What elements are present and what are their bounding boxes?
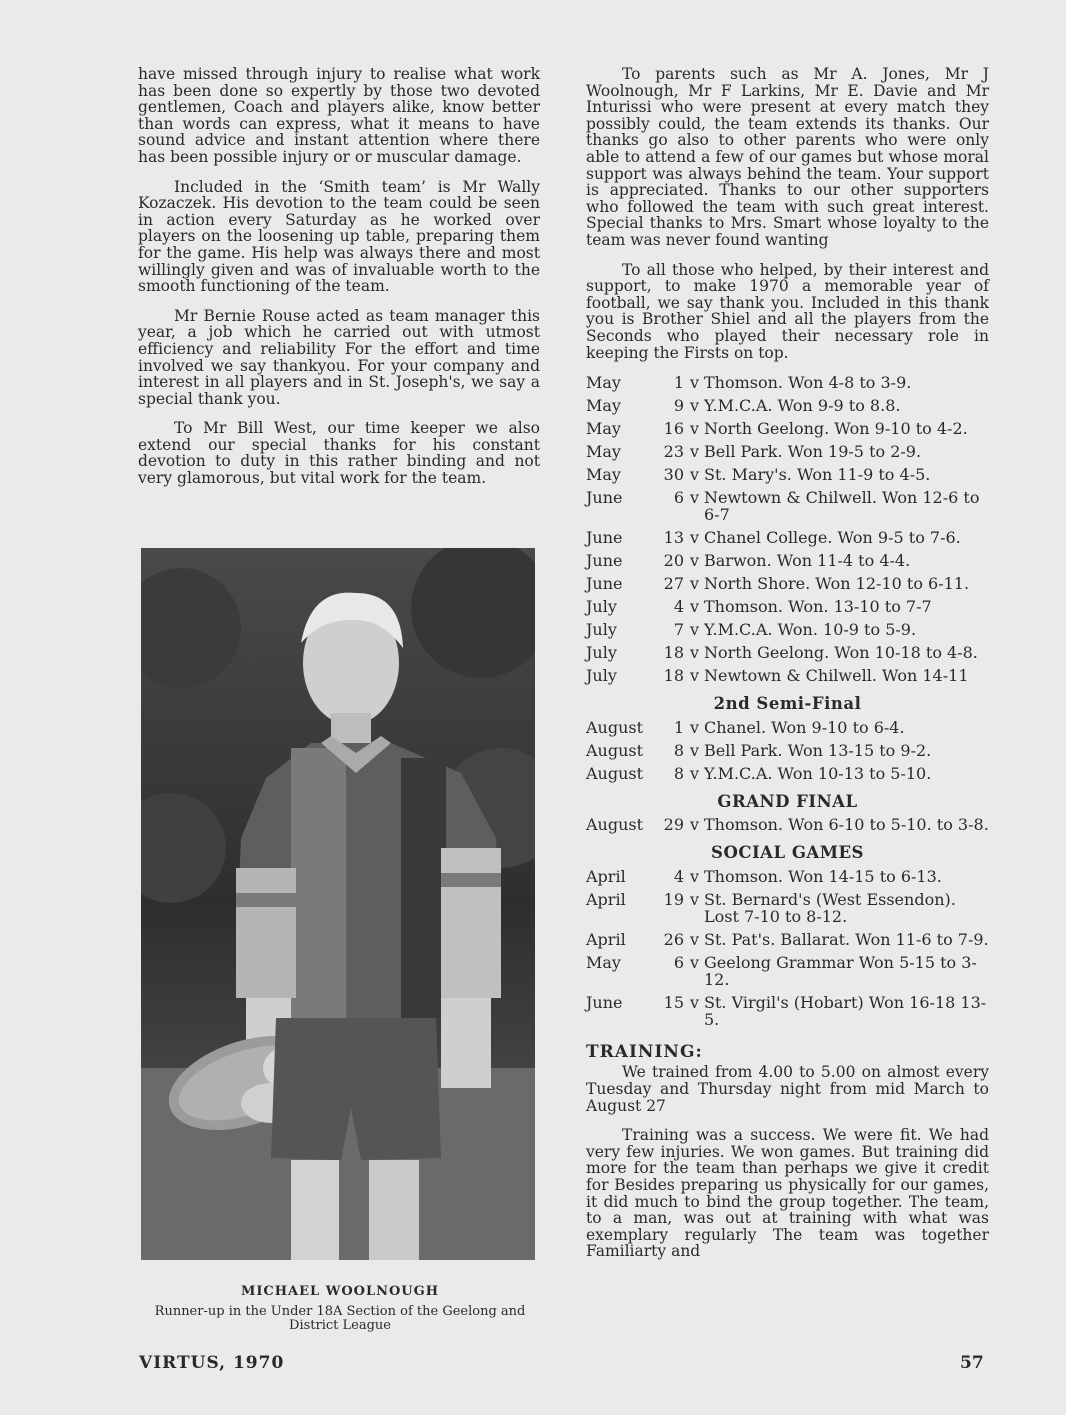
left-column [138,66,540,500]
result-versus: v [690,419,700,439]
result-month: June [586,551,623,571]
result-row [586,994,989,1034]
result-description: Y.M.C.A. Won 9-9 to 8.8. [704,396,901,416]
paragraph: Included in the ‘Smith team’ is Mr Wally Kozaczek. His devotion to the team could be seen in action every Saturday as he worked over players on the loosening up table, preparing them for the game. His help was always there and most willingly given and was of invaluable worth to the smooth functioning of the team. [138,177,540,296]
result-versus: v [690,620,700,640]
result-row [586,397,989,420]
grand-final-heading: GRAND FINAL [717,791,858,811]
result-description: Geelong Grammar Won 5-15 to 3-12. [704,952,977,989]
result-month: June [586,992,623,1012]
result-day: 1 [673,717,684,737]
result-versus: v [690,597,700,617]
result-versus: v [690,551,700,571]
result-day: 1 [673,373,684,393]
result-versus: v [690,929,700,949]
result-month: August [586,815,644,835]
result-month: April [586,866,626,886]
result-month: June [586,574,623,594]
result-versus: v [690,465,700,485]
result-day: 23 [663,442,684,462]
player-photo-image [141,548,535,1260]
result-description: North Geelong. Won 9-10 to 4-2. [704,419,968,439]
result-description: St. Pat's. Ballarat. Won 11-6 to 7-9. [704,929,989,949]
result-description: Y.M.C.A. Won 10-13 to 5-10. [704,763,932,783]
result-versus: v [690,740,700,760]
result-versus: v [690,815,700,835]
result-day: 4 [673,597,684,617]
result-day: 7 [673,620,684,640]
result-description: St. Virgil's (Hobart) Won 16-18 13-5. [704,992,987,1029]
paragraph: Mr Bernie Rouse acted as team manager this year, a job which he carried out with utmost efficiency and reliability For the effort and time involved we say thankyou. For your company and interest in all players and in St. Joseph's, we say a special thank you. [138,306,540,408]
result-row [586,598,989,621]
result-row [586,816,989,839]
result-description: Y.M.C.A. Won. 10-9 to 5-9. [704,620,917,640]
result-versus: v [690,528,700,548]
social-games-table [586,868,989,1034]
result-versus: v [690,763,700,783]
result-versus: v [690,373,700,393]
result-row [586,891,989,931]
result-row [586,420,989,443]
result-row [586,552,989,575]
result-versus: v [690,866,700,886]
result-description: Thomson. Won 4-8 to 3-9. [704,373,912,393]
semi-final-heading: 2nd Semi-Final [713,694,862,714]
result-row [586,575,989,598]
result-versus: v [690,717,700,737]
result-versus: v [690,889,700,909]
result-row [586,529,989,552]
result-description: Newtown & Chilwell. Won 12-6 to 6-7 [704,488,980,525]
result-day: 19 [663,889,684,909]
result-description: Thomson. Won 6-10 to 5-10. to 3-8. [704,815,989,835]
result-month: May [586,419,621,439]
result-versus: v [690,643,700,663]
paragraph: We trained from 4.00 to 5.00 on almost every Tuesday and Thursday night from mid March to August 27 [586,1063,989,1115]
result-month: July [586,597,617,617]
result-row [586,765,989,788]
result-month: August [586,763,644,783]
result-versus: v [690,992,700,1012]
photo-caption-name: MICHAEL WOOLNOUGH [240,1284,440,1299]
result-versus: v [690,396,700,416]
page-number: 57 [960,1353,984,1373]
result-row [586,443,989,466]
grand-final-table [586,816,989,839]
result-row [586,719,989,742]
result-day: 9 [673,396,684,416]
result-day: 29 [663,815,684,835]
result-description: Barwon. Won 11-4 to 4-4. [704,551,911,571]
result-row [586,374,989,397]
result-description: Thomson. Won 14-15 to 6-13. [704,866,942,886]
result-row [586,868,989,891]
result-month: June [586,488,623,508]
result-month: July [586,620,617,640]
result-month: August [586,740,644,760]
result-row [586,742,989,765]
result-row [586,954,989,994]
paragraph: To all those who helped, by their interest and support, to make 1970 a memorable year of football, we say thank you. Included in this thank you is Brother Shiel and all the players from the Seconds who played their necessary role in keeping the Firsts on top. [586,260,989,362]
semi-final-table [586,719,989,788]
result-description: Bell Park. Won 13-15 to 9-2. [704,740,932,760]
result-month: August [586,717,644,737]
result-description: St. Bernard's (West Essendon). Lost 7-10 to 8-12. [704,889,956,926]
photo-caption-description: Runner-up in the Under 18A Section of the Geelong and District League [154,1304,526,1333]
result-description: Newtown & Chilwell. Won 14-11 [704,666,969,686]
paragraph: To parents such as Mr A. Jones, Mr J Woolnough, Mr F Larkins, Mr E. Davie and Mr Inturissi who were present at every match they possibly could, the team extends its thanks. Our thanks go also to other parents who were only able to attend a few of our games but whose moral support was always behind the team. Your support is appreciated. Thanks to our other supporters who followed the team with such great interest. Special thanks to Mrs. Smart whose loyalty to the team was never found wanting [586,65,989,249]
result-row [586,466,989,489]
result-versus: v [690,952,700,972]
result-description: Thomson. Won. 13-10 to 7-7 [704,597,932,617]
result-day: 27 [663,574,684,594]
paragraph: To Mr Bill West, our time keeper we also extend our special thanks for his constant devotion to duty in this rather binding and not very glamorous, but vital work for the team. [138,419,540,488]
result-description: Bell Park. Won 19-5 to 2-9. [704,442,922,462]
result-day: 6 [673,488,684,508]
result-month: May [586,952,621,972]
result-day: 13 [663,528,684,548]
result-day: 4 [673,866,684,886]
result-day: 6 [673,952,684,972]
result-row [586,931,989,954]
result-day: 30 [663,465,684,485]
result-day: 8 [673,763,684,783]
result-day: 18 [663,666,684,686]
training-heading: TRAINING: [586,1041,703,1062]
result-month: May [586,442,621,462]
result-day: 8 [673,740,684,760]
result-description: Chanel College. Won 9-5 to 7-6. [704,528,961,548]
result-versus: v [690,488,700,508]
result-versus: v [690,442,700,462]
result-description: North Geelong. Won 10-18 to 4-8. [704,643,978,663]
result-row [586,621,989,644]
result-row [586,489,989,529]
paragraph: Training was a success. We were fit. We had very few injuries. We won games. But training did more for the team than perhaps we give it credit for Besides preparing us physically for our games, it did much to bind the group together. The team, to a man, was out at training with what was exemplary regularly The team was together Familiarty and [586,1126,989,1261]
social-games-heading: SOCIAL GAMES [711,843,864,863]
result-day: 16 [663,419,684,439]
result-row [586,644,989,667]
result-description: St. Mary's. Won 11-9 to 4-5. [704,465,931,485]
result-month: April [586,929,626,949]
result-description: Chanel. Won 9-10 to 6-4. [704,717,905,737]
result-versus: v [690,666,700,686]
result-month: May [586,465,621,485]
result-day: 18 [663,643,684,663]
player-photo [141,548,535,1260]
result-month: May [586,396,621,416]
result-day: 20 [663,551,684,571]
paragraph: have missed through injury to realise what work has been done so expertly by those two devoted gentlemen, Coach and players alike, know better than words can express, what it means to have sound advice and instant attention where there has been possible injury or or muscular damage. [138,65,540,166]
result-description: North Shore. Won 12-10 to 6-11. [704,574,970,594]
result-month: May [586,373,621,393]
result-month: July [586,643,617,663]
result-row [586,667,989,690]
result-month: July [586,666,617,686]
result-versus: v [690,574,700,594]
result-day: 15 [663,992,684,1012]
result-month: April [586,889,626,909]
result-month: June [586,528,623,548]
footer-publication: VIRTUS, 1970 [139,1353,285,1373]
right-column [586,66,989,1260]
result-day: 26 [663,929,684,949]
results-table [586,374,989,690]
